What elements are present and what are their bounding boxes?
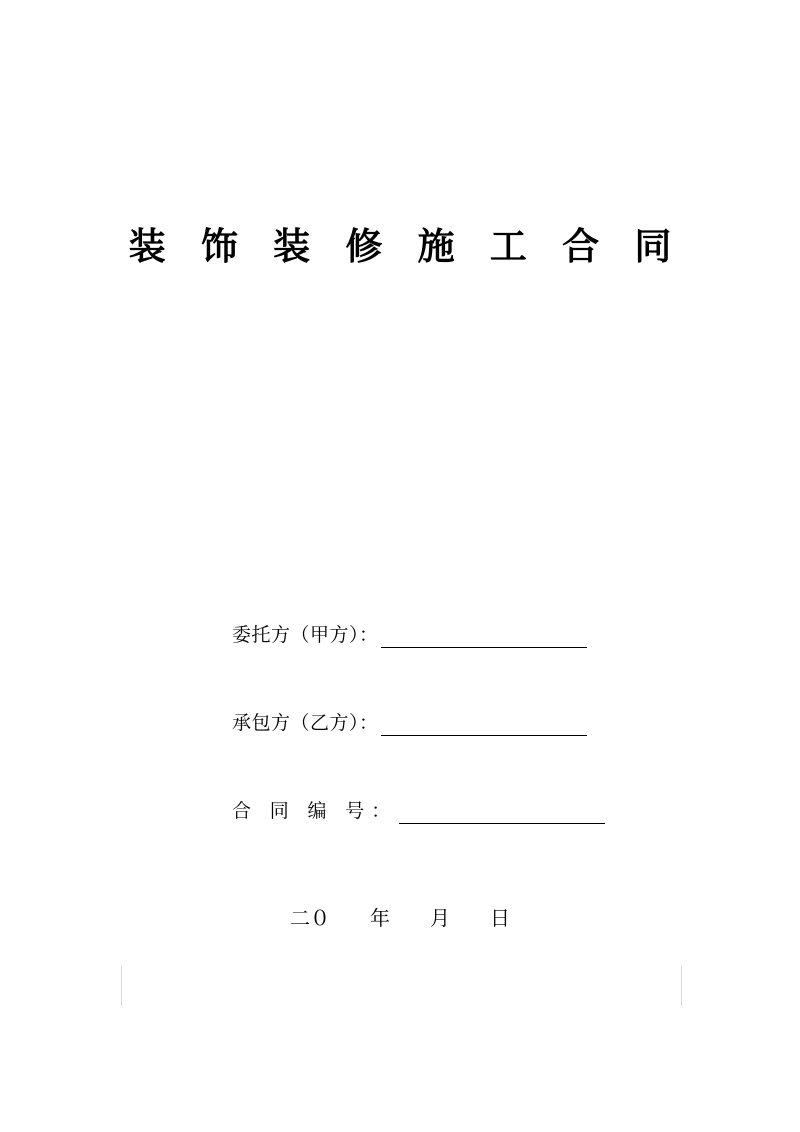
field-row-contract-number [0, 780, 800, 824]
date-month-unit: 月 [430, 908, 450, 930]
contract-fields [0, 604, 800, 868]
date-line [0, 902, 800, 931]
field-label-party-b: 承包方（乙方）： [232, 713, 379, 734]
field-label-party-a: 委托方（甲方）： [232, 625, 379, 646]
field-row-party-b [0, 692, 800, 736]
date-year-unit: 年 [370, 908, 390, 930]
margin-guide-left [121, 966, 122, 1006]
field-blank-party-b[interactable] [381, 715, 587, 736]
margin-guide-right [681, 966, 682, 1006]
field-label-contract-number: 合 同 编 号： [232, 801, 398, 822]
field-blank-party-a[interactable] [381, 627, 587, 648]
field-row-party-a [0, 604, 800, 648]
date-year-prefix: 二０ [290, 908, 330, 930]
field-blank-contract-number[interactable] [399, 803, 605, 824]
page-title: 装 饰 装 修 施 工 合 同 [128, 227, 685, 268]
date-day-unit: 日 [490, 908, 510, 930]
